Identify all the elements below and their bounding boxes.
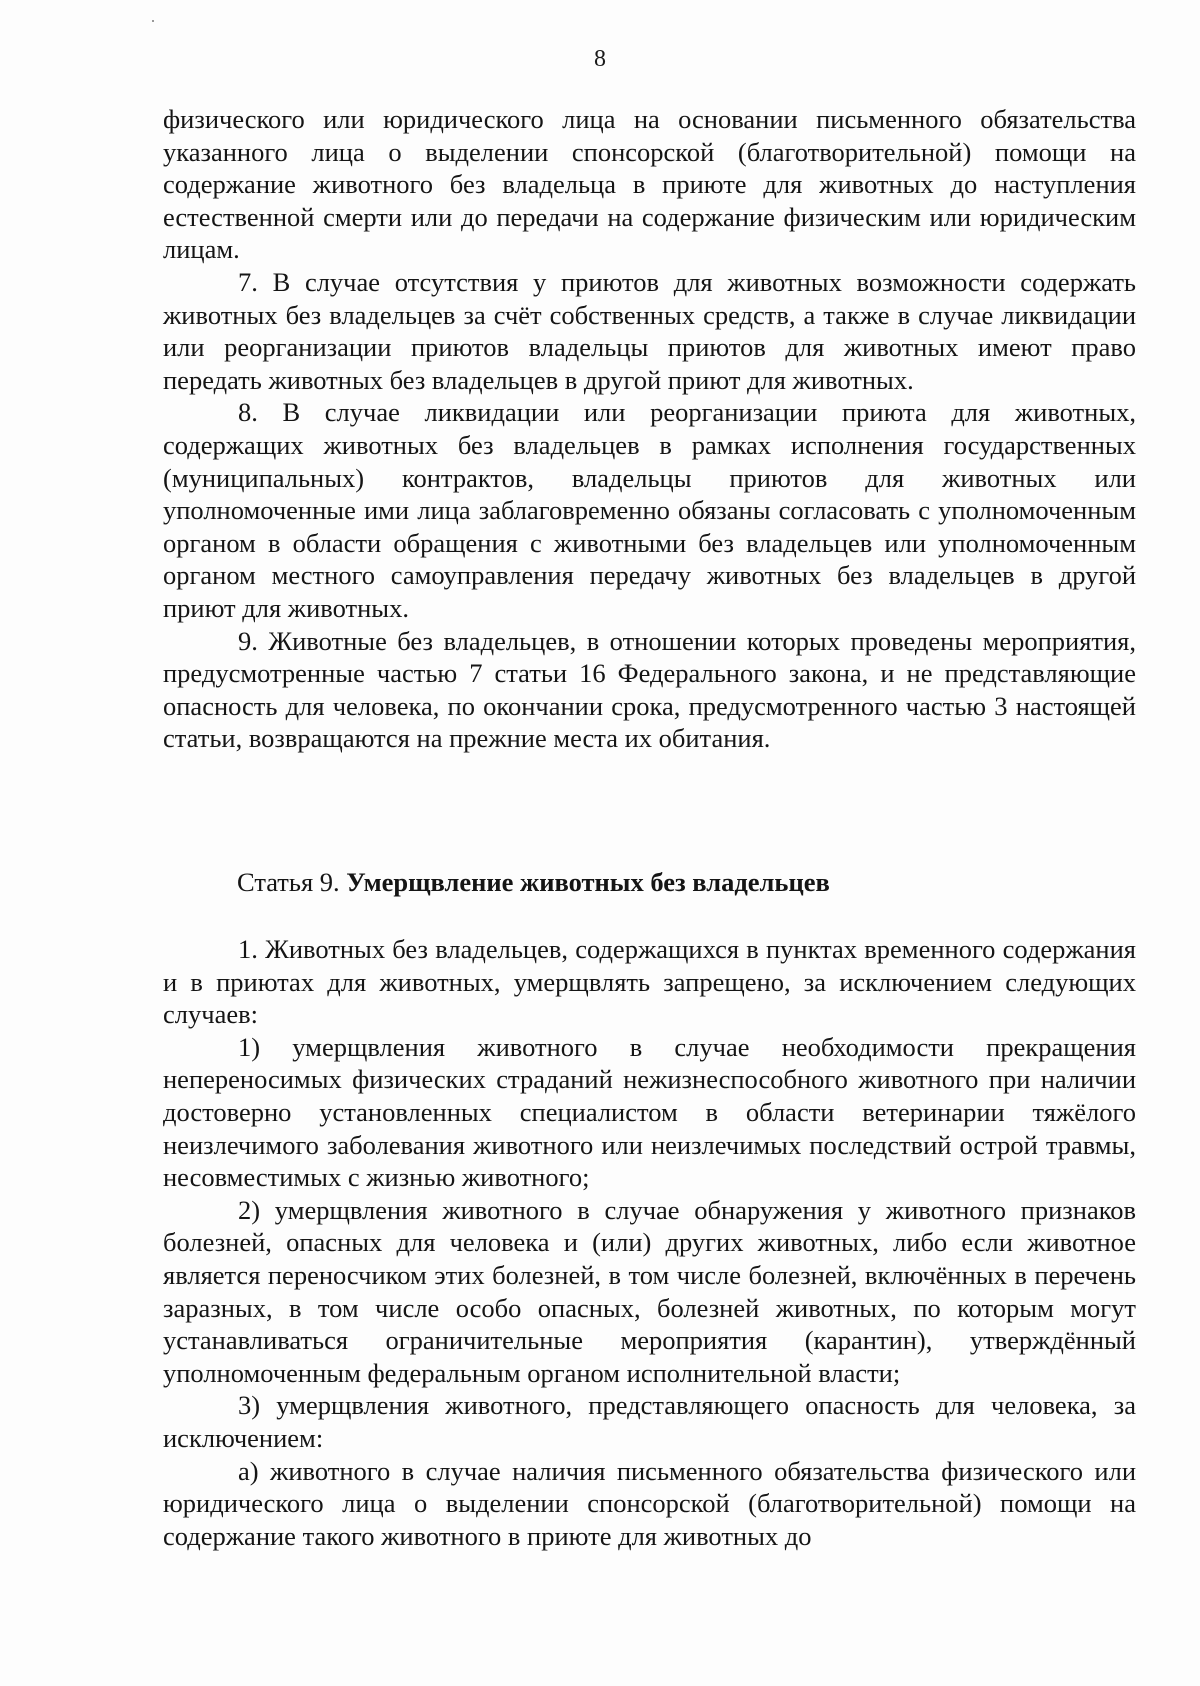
paragraph-9: 9. Животные без владельцев, в отношении которых проведены мероприятия, предусмотренные частью 7 статьи 16 Федерального закона, и не представляющие опасность для человека, по окончании срока, предусмотренного частью 3 настоящей статьи, возвращаются на прежние места их обитания.	[163, 625, 1136, 754]
paragraph-8: 8. В случае ликвидации или реорганизации приюта для животных, содержащих животных без владельцев в рамках исполнения государственных (муниципальных) контрактов, владельцы приютов для животных или уполномоченные ими лица заблаговременно обязаны согласовать с уполномоченным органом в области обращения с животными без владельцев или уполномоченным органом местного самоуправления передачу животных без владельцев в другой приют для животных.	[163, 397, 1136, 623]
scan-speck	[152, 20, 154, 22]
text-block-article-9	[163, 933, 1136, 1552]
article-9-item-1: 1) умерщвления животного в случае необходимости прекращения непереносимых физических страданий нежизнеспособного животного при наличии достоверно установленных специалистом в области ветеринарии тяжёлого неизлечимого заболевания животного или неизлечимых последствий острой травмы, несовместимых с жизнью животного;	[163, 1031, 1136, 1193]
article-number: Статья 9.	[237, 867, 340, 897]
page-number: 8	[594, 46, 606, 72]
article-9-item-3: 3) умерщвления животного, представляющего опасность для человека, за исключением:	[163, 1390, 1136, 1453]
paragraph-continuation: физического или юридического лица на основании письменного обязательства указанного лица о выделении спонсорской (благотворительной) помощи на содержание животного без владельца в приюте для животных до наступления естественной смерти или до передачи на содержание физическим или юридическим лицам.	[163, 104, 1136, 265]
article-9-part-1: 1. Животных без владельцев, содержащихся в пунктах временного содержания и в приютах для животных, умерщвлять запрещено, за исключением следующих случаев:	[163, 934, 1136, 1030]
article-heading	[237, 866, 830, 898]
article-9-item-3a: а) животного в случае наличия письменного обязательства физического или юридического лица о выделении спонсорской (благотворительной) помощи на содержание такого животного в приюте для животных до	[163, 1455, 1136, 1551]
article-9-item-2: 2) умерщвления животного в случае обнаружения у животного признаков болезней, опасных для человека и (или) других животных, либо если животное является переносчиком этих болезней, в том числе болезней, включённых в перечень заразных, в том числе особо опасных, болезней животных, по которым могут устанавливаться ограничительные мероприятия (карантин), утверждённый уполномоченным федеральным органом исполнительной власти;	[163, 1194, 1136, 1388]
paragraph-7: 7. В случае отсутствия у приютов для животных возможности содержать животных без владельцев за счёт собственных средств, а также в случае ликвидации или реорганизации приютов владельцы приютов для животных имеют право передать животных без владельцев в другой приют для животных.	[163, 266, 1136, 395]
text-block-top	[163, 103, 1136, 755]
article-title: Умерщвление животных без владельцев	[346, 867, 830, 897]
